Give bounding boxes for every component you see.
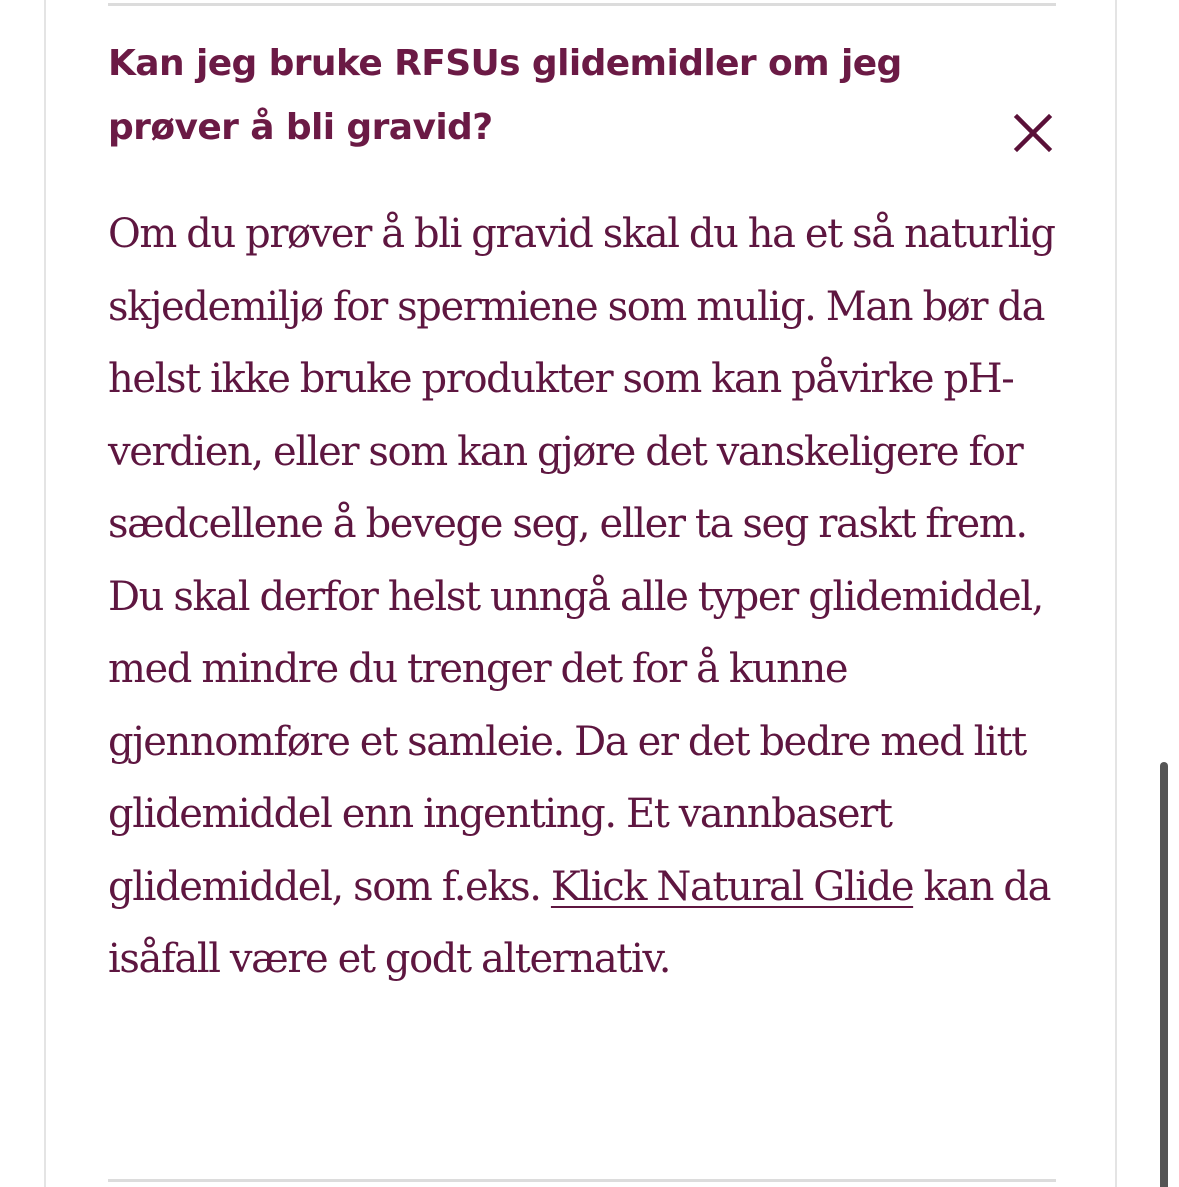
close-button[interactable] [1010,110,1056,156]
answer-text-before-link: Om du prøver å bli gravid skal du ha et så naturlig skjedemiljø for spermiene som mulig. Man bør da helst ikke bruke produkter som kan påvirke pH-verdien, eller som kan gjøre det vanskeligere for sædcellene å bevege seg, eller ta seg raskt frem. Du skal derfor helst unngå alle typer glidemiddel, med mindre du trenger det for å kunne gjennomføre et samleie. Da er det bedre med litt glidemiddel enn ingenting. Et vannbasert glidemiddel, som f.eks. [108,211,1055,910]
frame-border-right [1115,0,1117,1187]
scrollbar-thumb[interactable] [1160,762,1168,1187]
faq-question: Kan jeg bruke RFSUs glidemidler om jeg prøver å bli gravid? [108,43,902,148]
divider-top [108,3,1056,6]
close-icon [1010,110,1056,156]
answer-text-after-link: kan da isåfall være et godt alternativ. [108,863,1051,982]
klick-natural-glide-link[interactable]: Klick Natural Glide [550,863,914,910]
divider-bottom [108,1179,1056,1182]
frame-border-left [44,0,46,1187]
faq-answer [108,198,1068,996]
faq-accordion-header[interactable] [108,32,1056,172]
